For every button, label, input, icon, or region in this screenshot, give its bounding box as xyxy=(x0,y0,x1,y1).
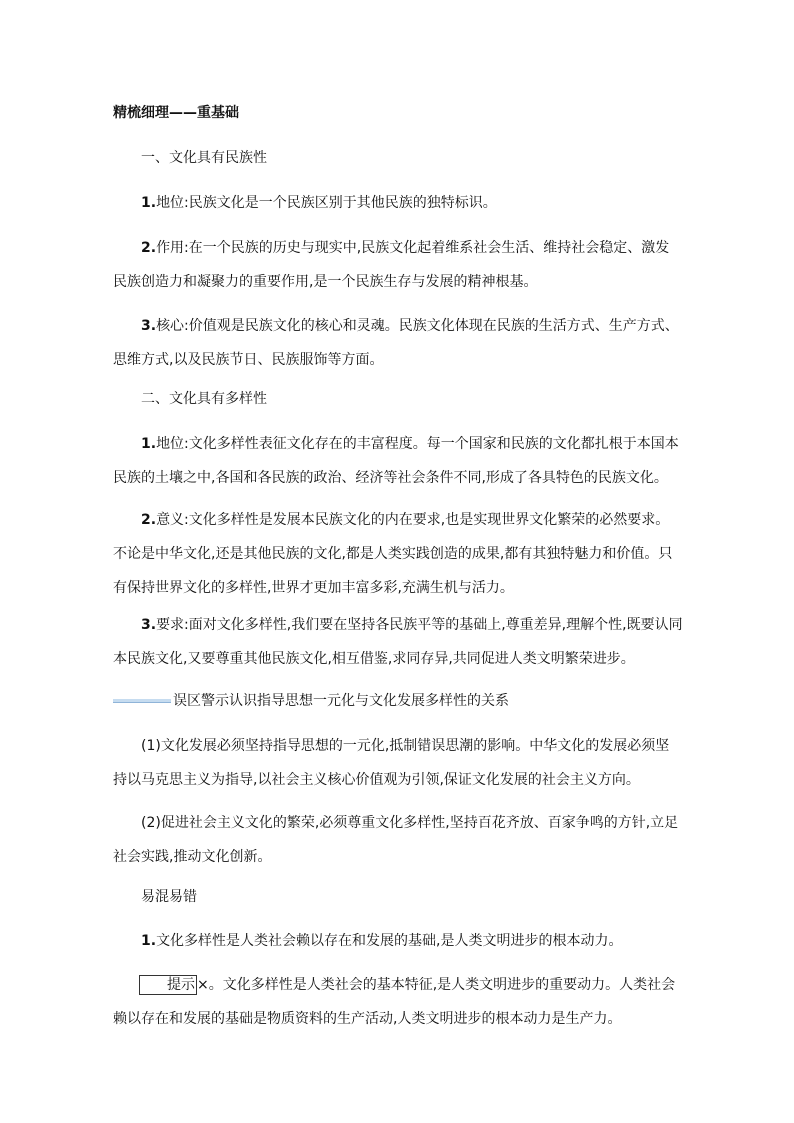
paragraph-s1-1 xyxy=(113,186,683,220)
paragraph-s2-1 xyxy=(113,427,683,495)
page-title: 精梳细理——重基础 xyxy=(113,105,239,121)
hint-text: ×。文化多样性是人类社会的基本特征,是人类文明进步的重要动力。人类社会赖以存在和发展的基础是物质资料的生产活动,人类文明进步的根本动力是生产力。 xyxy=(113,977,676,1027)
item-number: 3. xyxy=(141,617,157,633)
hint-paragraph xyxy=(113,968,683,1036)
paragraph-text: 作用:在一个民族的历史与现实中,民族文化起着维系社会生活、维持社会稳定、激发民族创造力和凝聚力的重要作用,是一个民族生存与发展的精神根基。 xyxy=(113,240,670,290)
paragraph-s2-2 xyxy=(113,503,683,605)
section-heading-1: 一、文化具有民族性 xyxy=(141,150,267,166)
paragraph-s1-3 xyxy=(113,309,683,377)
item-number: 1. xyxy=(141,195,157,211)
confuse-heading: 易混易错 xyxy=(141,889,197,905)
warning-paragraph-2: (2)促进社会主义文化的繁荣,必须尊重文化多样性,坚持百花齐放、百家争鸣的方针,立足社会实践,推动文化创新。 xyxy=(113,815,679,865)
item-number: 2. xyxy=(141,512,157,528)
question-text: 文化多样性是人类社会赖以存在和发展的基础,是人类文明进步的根本动力。 xyxy=(156,933,623,949)
item-number: 2. xyxy=(141,240,157,256)
paragraph-text: 地位:文化多样性表征文化存在的丰富程度。每一个国家和民族的文化都扎根于本国本民族的土壤之中,各国和各民族的政治、经济等社会条件不同,形成了各具特色的民族文化。 xyxy=(113,436,679,486)
item-number: 1. xyxy=(141,436,157,452)
warning-paragraph-1: (1)文化发展必须坚持指导思想的一元化,抵制错误思潮的影响。中华文化的发展必须坚持以马克思主义为指导,以社会主义核心价值观为引领,保证文化发展的社会主义方向。 xyxy=(113,738,670,788)
item-number: 1. xyxy=(141,933,157,949)
paragraph-text: 要求:面对文化多样性,我们要在坚持各民族平等的基础上,尊重差异,理解个性,既要认同本民族文化,又要尊重其他民族文化,相互借鉴,求同存异,共同促进人类文明繁荣进步。 xyxy=(113,617,683,667)
warning-marker-bar xyxy=(113,699,171,703)
warning-heading xyxy=(113,684,683,718)
warning-heading-text: 误区警示认识指导思想一元化与文化发展多样性的关系 xyxy=(173,693,509,709)
paragraph-text: 核心:价值观是民族文化的核心和灵魂。民族文化体现在民族的生活方式、生产方式、思维方式,以及民族节日、民族服饰等方面。 xyxy=(113,318,679,368)
section-heading-2: 二、文化具有多样性 xyxy=(141,391,267,407)
paragraph-text: 地位:民族文化是一个民族区别于其他民族的独特标识。 xyxy=(156,195,497,211)
item-number: 3. xyxy=(141,318,157,334)
hint-label-box: 提示 xyxy=(139,975,197,995)
paragraph-text: 意义:文化多样性是发展本民族文化的内在要求,也是实现世界文化繁荣的必然要求。不论是中华文化,还是其他民族的文化,都是人类实践创造的成果,都有其独特魅力和价值。只有保持世界文化的多样性,世界才更加丰富多彩,充满生机与活力。 xyxy=(113,512,673,596)
confuse-question-1 xyxy=(113,924,683,958)
paragraph-s2-3 xyxy=(113,608,683,676)
paragraph-s1-2 xyxy=(113,231,683,299)
